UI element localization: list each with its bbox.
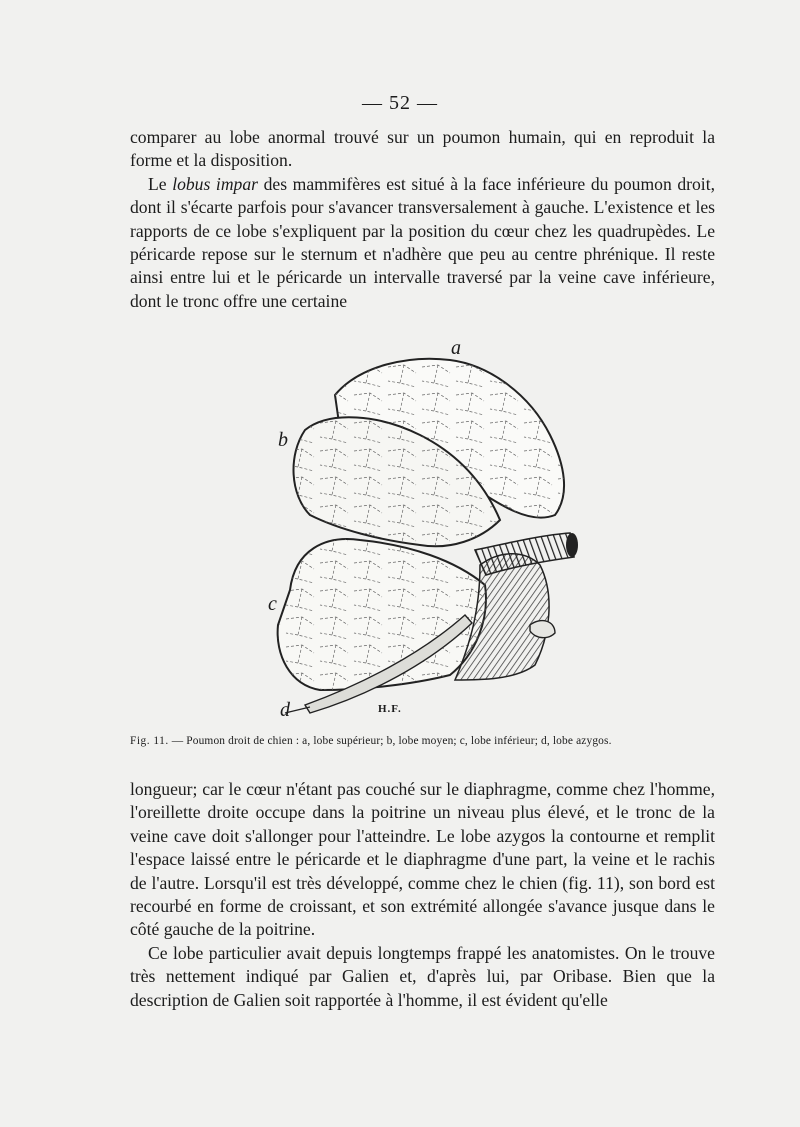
bottom-text-block [130,778,715,1012]
figure-caption [130,735,720,747]
paragraph [130,126,715,173]
text-run: longueur; car le cœur n'étant pas couché sur le diaphragme, comme chez l'homme, l'oreillette droite occupe dans la poitrine un niveau plus élevé, et le tronc de la veine cave doit s'allonger pour l'atteindre. Le lobe azygos la contourne et remplit l'espace laissé entre le péricarde et le diaphragme d'une part, la veine et le rachis de l'autre. Lorsqu'il est très développé, comme chez le chien (fig. 11), son bord est recourbé en forme de croissant, et son extrémité allongée s'avance jusque dans le côté gauche de la poitrine. [130,779,715,940]
text-run: Le [148,173,173,194]
caption-label: Fig. 11. [130,735,169,747]
lung-drawing [250,335,600,725]
label-c: c [268,593,277,615]
label-d: d [280,699,290,721]
text-run: comparer au lobe anormal trouvé sur un poumon humain, qui en reproduit la forme et la disposition. [130,127,715,171]
label-a: a [451,337,461,359]
paragraph [130,173,715,313]
caption-text: — Poumon droit de chien : a, lobe supérieur; b, lobe moyen; c, lobe inférieur; d, lobe azygos. [168,735,612,747]
text-run: des mammifères est situé à la face inférieure du poumon droit, dont il s'écarte parfois pour s'avancer transversalement à gauche. L'existence et les rapports de ce lobe s'expliquent par la position du cœur chez les quadrupèdes. Le péricarde repose sur le sternum et n'adhère que peu au centre phrénique. Il reste ainsi entre lui et le péricarde un intervalle traversé par la veine cave inférieure, dont le tronc offre une certaine [130,173,715,311]
italic-term: lobus impar [172,173,258,194]
paragraph [130,942,715,1012]
paragraph [130,778,715,942]
illustrator-signature: H.F. [378,703,402,715]
page-number: — 52 — [362,92,438,114]
text-run: Ce lobe particulier avait depuis longtemps frappé les anatomistes. On le trouve très nettement indiqué par Galien et, d'après lui, par Oribase. Bien que la description de Galien soit rapportée à l'homme, il est évident qu'elle [130,942,715,1010]
lung-illustration [250,335,600,725]
top-text-block [130,126,715,313]
label-b: b [278,429,288,451]
